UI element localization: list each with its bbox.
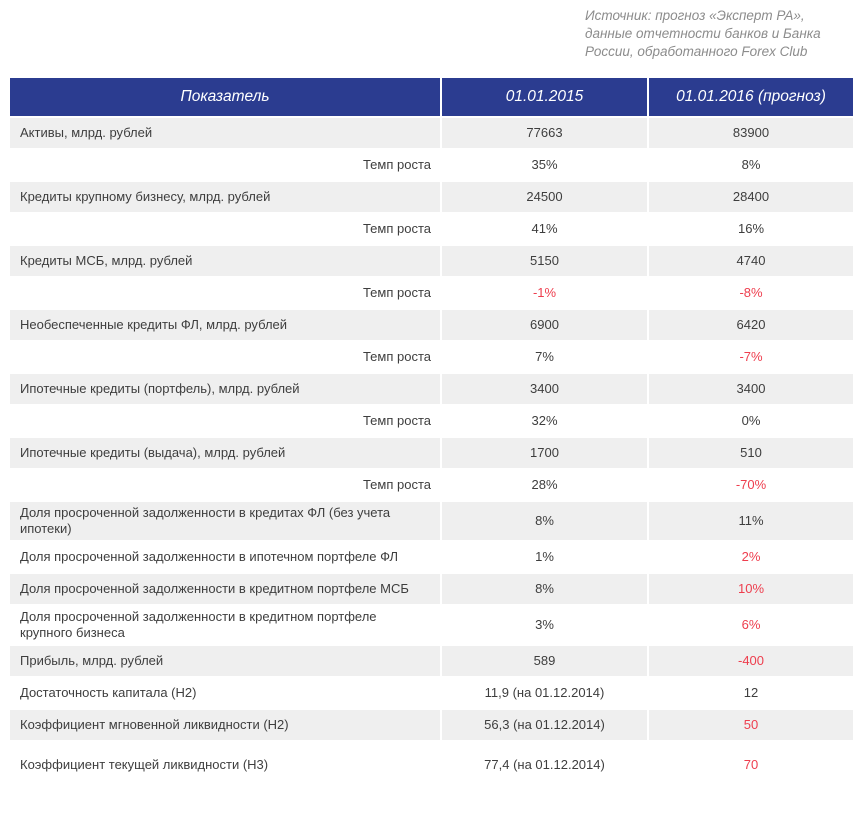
- value-2016: 2%: [649, 542, 853, 572]
- table-row: [10, 574, 853, 604]
- value-2015: 35%: [442, 150, 647, 180]
- row-label: Коэффициент текущей ликвидности (Н3): [10, 742, 440, 788]
- value-2016: -8%: [649, 278, 853, 308]
- table-row: [10, 606, 853, 644]
- row-label: Ипотечные кредиты (портфель), млрд. рублей: [10, 374, 440, 404]
- value-2015: 77663: [442, 118, 647, 148]
- value-2015: 6900: [442, 310, 647, 340]
- value-2016: 4740: [649, 246, 853, 276]
- value-2016: 8%: [649, 150, 853, 180]
- source-note-line: России, обработанного Forex Club: [585, 44, 808, 59]
- value-2016: 11%: [649, 502, 853, 540]
- value-2015: 589: [442, 646, 647, 676]
- value-2015: 41%: [442, 214, 647, 244]
- table-row: [10, 470, 853, 500]
- row-label: Кредиты МСБ, млрд. рублей: [10, 246, 440, 276]
- source-note: [585, 7, 857, 61]
- table-row: [10, 214, 853, 244]
- table-body: [10, 118, 853, 788]
- table-row: [10, 278, 853, 308]
- value-2016: 10%: [649, 574, 853, 604]
- value-2015: 3400: [442, 374, 647, 404]
- row-label: Доля просроченной задолженности в кредитах ФЛ (без учета ипотеки): [10, 502, 440, 540]
- table-row: [10, 542, 853, 572]
- value-2015: 8%: [442, 574, 647, 604]
- row-label: Темп роста: [10, 150, 440, 180]
- value-2016: -7%: [649, 342, 853, 372]
- row-label: Доля просроченной задолженности в ипотечном портфеле ФЛ: [10, 542, 440, 572]
- table-row: [10, 342, 853, 372]
- value-2016: -70%: [649, 470, 853, 500]
- row-label: Достаточность капитала (Н2): [10, 678, 440, 708]
- value-2015: 24500: [442, 182, 647, 212]
- table-row: [10, 678, 853, 708]
- value-2016: 83900: [649, 118, 853, 148]
- row-label: Активы, млрд. рублей: [10, 118, 440, 148]
- table-header-row: [10, 78, 853, 116]
- table-row: [10, 118, 853, 148]
- table-row: [10, 710, 853, 740]
- table-row: [10, 742, 853, 788]
- column-header-2015: 01.01.2015: [442, 78, 647, 116]
- forecast-table: [8, 76, 855, 790]
- value-2016: 0%: [649, 406, 853, 436]
- value-2015: -1%: [442, 278, 647, 308]
- value-2016: 6%: [649, 606, 853, 644]
- table-row: [10, 182, 853, 212]
- value-2016: 16%: [649, 214, 853, 244]
- table-row: [10, 310, 853, 340]
- row-label: Темп роста: [10, 406, 440, 436]
- value-2016: 6420: [649, 310, 853, 340]
- table-row: [10, 246, 853, 276]
- row-label: Доля просроченной задолженности в кредитном портфеле крупного бизнеса: [10, 606, 440, 644]
- value-2015: 11,9 (на 01.12.2014): [442, 678, 647, 708]
- value-2015: 1700: [442, 438, 647, 468]
- row-label: Темп роста: [10, 342, 440, 372]
- row-label: Кредиты крупному бизнесу, млрд. рублей: [10, 182, 440, 212]
- row-label: Прибыль, млрд. рублей: [10, 646, 440, 676]
- value-2016: 28400: [649, 182, 853, 212]
- table-row: [10, 150, 853, 180]
- value-2015: 3%: [442, 606, 647, 644]
- value-2016: 3400: [649, 374, 853, 404]
- value-2015: 5150: [442, 246, 647, 276]
- table-row: [10, 438, 853, 468]
- value-2015: 8%: [442, 502, 647, 540]
- source-note-line: Источник: прогноз «Эксперт РА»,: [585, 8, 805, 23]
- row-label: Темп роста: [10, 278, 440, 308]
- value-2016: 50: [649, 710, 853, 740]
- value-2016: 70: [649, 742, 853, 788]
- value-2015: 56,3 (на 01.12.2014): [442, 710, 647, 740]
- value-2016: 510: [649, 438, 853, 468]
- value-2015: 1%: [442, 542, 647, 572]
- column-header-indicator: Показатель: [10, 78, 440, 116]
- value-2015: 32%: [442, 406, 647, 436]
- column-header-2016-forecast: 01.01.2016 (прогноз): [649, 78, 853, 116]
- row-label: Необеспеченные кредиты ФЛ, млрд. рублей: [10, 310, 440, 340]
- row-label: Коэффициент мгновенной ликвидности (Н2): [10, 710, 440, 740]
- table-row: [10, 502, 853, 540]
- row-label: Ипотечные кредиты (выдача), млрд. рублей: [10, 438, 440, 468]
- value-2015: 77,4 (на 01.12.2014): [442, 742, 647, 788]
- value-2015: 28%: [442, 470, 647, 500]
- value-2016: 12: [649, 678, 853, 708]
- row-label: Темп роста: [10, 470, 440, 500]
- table-row: [10, 646, 853, 676]
- value-2015: 7%: [442, 342, 647, 372]
- row-label: Доля просроченной задолженности в кредитном портфеле МСБ: [10, 574, 440, 604]
- value-2016: -400: [649, 646, 853, 676]
- row-label: Темп роста: [10, 214, 440, 244]
- table-row: [10, 406, 853, 436]
- source-note-line: данные отчетности банков и Банка: [585, 26, 821, 41]
- table-row: [10, 374, 853, 404]
